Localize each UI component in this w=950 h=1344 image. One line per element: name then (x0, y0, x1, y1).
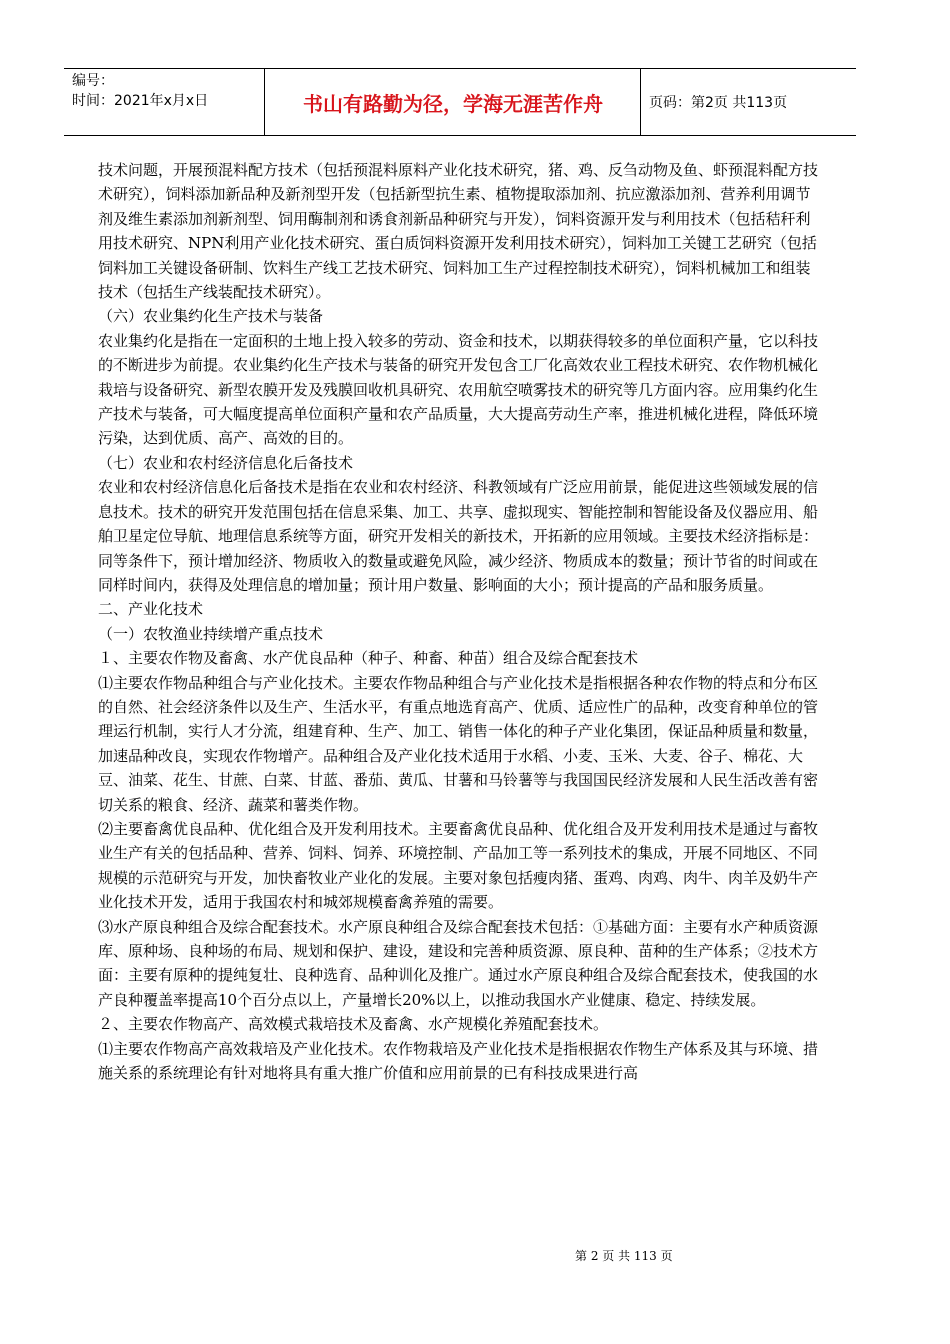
page-header (64, 68, 856, 136)
section-heading: 二、产业化技术 (98, 600, 204, 619)
section-heading: （一）农牧渔业持续增产重点技术 (98, 624, 324, 643)
header-motto: 书山有路勤为径，学海无涯苦作舟 (266, 69, 641, 135)
document-body (98, 158, 824, 1085)
header-page-label: 页码：第2页 共113页 (649, 95, 788, 111)
document-time-label: 时间：2021年x月x日 (72, 93, 209, 109)
paragraph: 农业集约化是指在一定面积的土地上投入较多的劳动、资金和技术，以期获得较多的单位面积产量，它以科技的不断进步为前提。农业集约化生产技术与装备的研究开发包含工厂化高效农业工程技术研究、农作物机械化栽培与设备研究、新型农膜开发及残膜回收机具研究、农用航空喷雾技术的研究等几方面内容。应用集约化生产技术与装备，可大幅度提高单位面积产量和农产品质量，大大提高劳动生产率，推进机械化进程，降低环境污染，达到优质、高产、高效的目的。 (98, 331, 819, 448)
paragraph: 技术问题，开展预混料配方技术（包括预混料原料产业化技术研究，猪、鸡、反刍动物及鱼、虾预混料配方技术研究），饲料添加新品种及新剂型开发（包括新型抗生素、植物提取添加剂、抗应激添加剂、营养利用调节剂及维生素添加剂新剂型、饲用酶制剂和诱食剂新品种研究与开发），饲料资源开发与利用技术（包括秸秆利用技术研究、NPN利用产业化技术研究、蛋白质饲料资源开发利用技术研究），饲料加工关键工艺研究（包括饲料加工关键设备研制、饮料生产线工艺技术研究、饲料加工生产过程控制技术研究），饲料机械加工和组装技术（包括生产线装配技术研究）。 (98, 161, 819, 302)
section-heading: １、主要农作物及畜禽、水产优良品种（种子、种畜、种苗）组合及综合配套技术 (98, 649, 639, 668)
header-meta (64, 69, 265, 135)
section-heading: （六）农业集约化生产技术与装备 (98, 307, 324, 326)
paragraph: ⑶水产原良种组合及综合配套技术。水产原良种组合及综合配套技术包括：①基础方面：主要有水产种质资源库、原种场、良种场的布局、规划和保护、建设，建设和完善种质资源、原良种、苗种的生产体系；②技术方面：主要有原种的提纯复壮、良种选育、品种训化及推广。通过水产原良种组合及综合配套技术，使我国的水产良种覆盖率提高10个百分点以上，产量增长20%以上，以推动我国水产业健康、稳定、持续发展。 (98, 917, 819, 1009)
paragraph: ⑵主要畜禽优良品种、优化组合及开发利用技术。主要畜禽优良品种、优化组合及开发利用技术是通过与畜牧业生产有关的包括品种、营养、饲料、饲养、环境控制、产品加工等一系列技术的集成，开展不同地区、不同规模的示范研究与开发，加快畜牧业产业化的发展。主要对象包括瘦肉猪、蛋鸡、肉鸡、肉牛、肉羊及奶牛产业化技术开发，适用于我国农村和城郊规模畜禽养殖的需要。 (98, 819, 819, 912)
paragraph: ⑴主要农作物高产高效栽培及产业化技术。农作物栽培及产业化技术是指根据农作物生产体系及其与环境、措施关系的系统理论有针对地将具有重大推广价值和应用前景的已有科技成果进行高 (98, 1039, 819, 1083)
page-footer: 第 2 页 共 113 页 (575, 1249, 673, 1263)
document-number-label: 编号： (72, 73, 114, 89)
section-heading: （七）农业和农村经济信息化后备技术 (98, 453, 354, 472)
paragraph: 农业和农村经济信息化后备技术是指在农业和农村经济、科教领域有广泛应用前景，能促进这些领域发展的信息技术。技术的研究开发范围包括在信息采集、加工、共享、虚拟现实、智能控制和智能设备及仪器应用、船舶卫星定位导航、地理信息系统等方面，研究开发相关的新技术，开拓新的应用领域。主要技术经济指标是：同等条件下，预计增加经济、物质收入的数量或避免风险，减少经济、物质成本的数量；预计节省的时间或在同样时间内，获得及处理信息的增加量；预计用户数量、影响面的大小；预计提高的产品和服务质量。 (98, 478, 819, 594)
paragraph: ⑴主要农作物品种组合与产业化技术。主要农作物品种组合与产业化技术是指根据各种农作物的特点和分布区的自然、社会经济条件以及生产、生活水平，有重点地选育高产、优质、适应性广的品种，改变育种单位的管理运行机制，实行人才分流，组建育种、生产、加工、销售一体化的种子产业化集团，保证品种质量和数量，加速品种改良，实现农作物增产。品种组合及产业化技术适用于水稻、小麦、玉米、大麦、谷子、棉花、大豆、油菜、花生、甘蔗、白菜、甘蓝、番茄、黄瓜、甘薯和马铃薯等与我国国民经济发展和人民生活改善有密切关系的粮食、经济、蔬菜和薯类作物。 (98, 673, 819, 814)
section-heading: ２、主要农作物高产、高效模式栽培技术及畜禽、水产规模化养殖配套技术。 (98, 1015, 609, 1034)
